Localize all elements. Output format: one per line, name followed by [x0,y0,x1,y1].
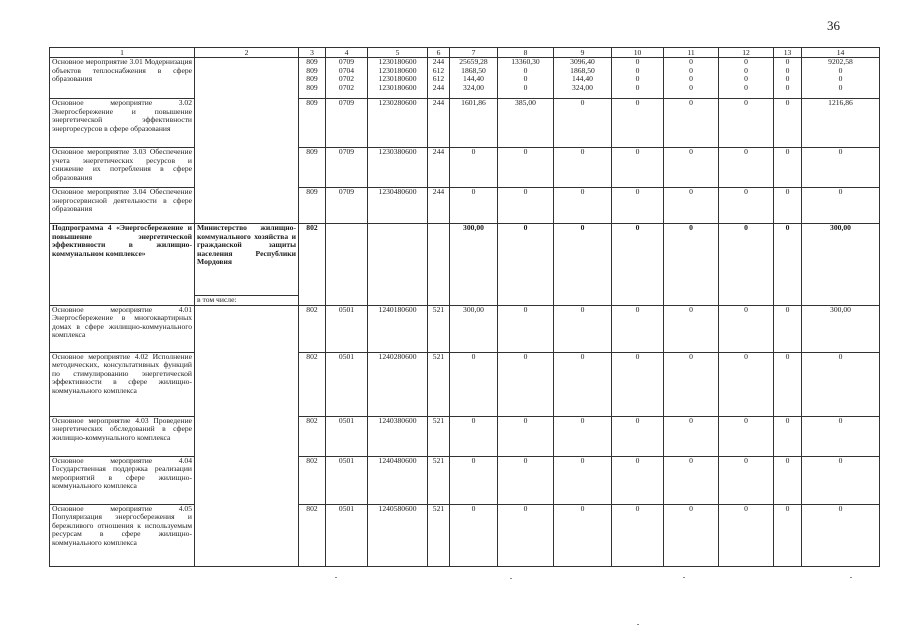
cell-grbs: 809 809 809 809 [299,58,326,99]
cell-value: 0 [498,148,554,188]
cell-value: 0 [774,305,802,352]
cell-value: 0 [774,416,802,456]
cell-section: 0709 [326,99,368,148]
cell-value: 0 [612,99,664,148]
cell-value: 0 [719,416,774,456]
cell-value: 0 [719,456,774,504]
cell-value: 0 [498,305,554,352]
cell-value: 0 [719,188,774,224]
activity-description: Основное мероприятие 4.02 Исполнение методических, консультативных функций по стимулированию энергетической эффективности в сфере жилищно-коммунального комплекса [50,352,195,416]
subprogram-title: Подпрограмма 4 «Энергосбережение и повышение энергетической эффективности в жилищно-коммунальном комплексе» [50,224,195,306]
activity-description: Основное мероприятие 3.01 Модернизация объектов теплоснабжения в сфере образования [50,58,195,99]
activity-description: Основное мероприятие 3.02 Энергосбережение и повышение энергетической эффективности энергоресурсов в сфере образования [50,99,195,148]
cell-value: 0 [612,148,664,188]
cell-value: 300,00 [450,224,498,306]
cell-value: 300,00 [802,224,880,306]
cell-grbs: 802 [299,224,326,306]
cell-section: 0501 [326,305,368,352]
column-header: 13 [774,48,802,58]
subprogram-row [50,224,880,296]
cell-value: 0 [664,99,719,148]
cell-target-article: 1240380600 [368,416,428,456]
scan-speck [637,624,639,625]
cell-target-article: 1230480600 [368,188,428,224]
cell-section: 0501 [326,416,368,456]
cell-grbs: 802 [299,504,326,566]
table-row [50,416,880,456]
cell-value: 0 [554,456,612,504]
column-header: 12 [719,48,774,58]
cell-section: 0501 [326,504,368,566]
table-row [50,352,880,416]
table-row [50,148,880,188]
table-row [50,504,880,566]
cell-value: 0 [664,305,719,352]
cell-value: 0 [498,224,554,306]
cell-value: 300,00 [450,305,498,352]
cell-value: 0 [774,99,802,148]
cell-value: 1216,86 [802,99,880,148]
column-header: 2 [195,48,299,58]
cell-value: 0 [719,224,774,306]
column-header: 5 [368,48,428,58]
cell-value: 0 [612,504,664,566]
cell-value: 385,00 [498,99,554,148]
column-header: 11 [664,48,719,58]
cell-section: 0501 [326,456,368,504]
cell-value: 0 [554,416,612,456]
cell-section: 0709 [326,188,368,224]
column-header: 3 [299,48,326,58]
activity-description: Основное мероприятие 4.01 Энергосбережение в многоквартирных домах в сфере жилищно-коммунального комплекса [50,305,195,352]
column-header: 10 [612,48,664,58]
cell-value: 0 [498,352,554,416]
cell-target-article: 1240180600 [368,305,428,352]
cell-value: 0 0 0 0 [774,58,802,99]
cell-value: 0 0 0 0 [664,58,719,99]
cell-value: 0 [664,456,719,504]
cell-value: 0 [498,188,554,224]
cell-value: 0 [719,305,774,352]
cell-value: 0 [802,352,880,416]
cell-value: 0 [774,504,802,566]
cell-value: 1601,86 [450,99,498,148]
cell-value: 0 [802,416,880,456]
cell-target-article [368,224,428,306]
cell-value: 3096,40 1868,50 144,40 324,00 [554,58,612,99]
cell-value: 0 [612,188,664,224]
cell-target-article: 1230180600 1230180600 1230180600 1230180600 [368,58,428,99]
table-row [50,58,880,99]
cell-value: 0 [719,504,774,566]
cell-value: 0 [554,305,612,352]
scan-speck [510,578,512,579]
cell-value: 0 [554,352,612,416]
table-row [50,456,880,504]
cell-value: 0 [612,456,664,504]
cell-value: 0 [498,504,554,566]
cell-grbs: 809 [299,99,326,148]
table-row [50,99,880,148]
cell-value: 0 0 0 0 [719,58,774,99]
cell-grbs: 802 [299,416,326,456]
cell-value: 0 [664,416,719,456]
executor-cell: Министерство жилищно-коммунального хозяйства и гражданской защиты населения Республики Мордовия [195,224,299,296]
cell-value: 0 [719,99,774,148]
cell-value: 0 [450,352,498,416]
activity-description: Основное мероприятие 4.03 Проведение энергетических обследований в сфере жилищно-коммунального комплекса [50,416,195,456]
budget-table [49,47,880,567]
cell-target-article: 1240280600 [368,352,428,416]
cell-value: 0 [774,352,802,416]
cell-value: 0 [554,188,612,224]
cell-value: 0 [664,188,719,224]
cell-expense-type: 521 [428,456,450,504]
scan-speck [683,577,685,578]
cell-target-article: 1230280600 [368,99,428,148]
scan-speck [335,577,337,578]
cell-value: 0 [802,456,880,504]
cell-value: 0 [554,224,612,306]
cell-expense-type: 521 [428,352,450,416]
cell-value: 13360,30 0 0 0 [498,58,554,99]
cell-value: 0 [664,148,719,188]
cell-value: 0 0 0 0 [612,58,664,99]
cell-section [326,224,368,306]
cell-value: 0 [664,504,719,566]
executor-cell [195,58,299,224]
cell-grbs: 809 [299,188,326,224]
cell-target-article: 1240480600 [368,456,428,504]
activity-description: Основное мероприятие 3.03 Обеспечение учета энергетических ресурсов и снижение их потребления в сфере образования [50,148,195,188]
cell-value: 25659,28 1868,50 144,40 324,00 [450,58,498,99]
cell-grbs: 809 [299,148,326,188]
cell-value: 0 [802,504,880,566]
cell-grbs: 802 [299,352,326,416]
activity-description: Основное мероприятие 4.04 Государственная поддержка реализации мероприятий в сфере жилищно-коммунального комплекса [50,456,195,504]
including-label: в том числе: [195,296,299,306]
cell-value: 0 [664,352,719,416]
cell-expense-type: 521 [428,416,450,456]
cell-value: 0 [664,224,719,306]
cell-value: 0 [774,224,802,306]
column-header: 7 [450,48,498,58]
cell-value: 0 [450,148,498,188]
cell-section: 0501 [326,352,368,416]
cell-value: 9202,58 0 0 0 [802,58,880,99]
cell-value: 0 [554,148,612,188]
scan-speck [850,577,852,578]
cell-value: 0 [498,456,554,504]
cell-value: 0 [802,188,880,224]
cell-expense-type: 244 [428,188,450,224]
cell-expense-type: 244 [428,99,450,148]
cell-grbs: 802 [299,305,326,352]
cell-value: 0 [774,456,802,504]
header-row [50,48,880,58]
activity-description: Основное мероприятие 4.05 Популяризация энергосбережения и бережливого отношения к используемым ресурсам в сфере жилищно-коммунального комплекса [50,504,195,566]
cell-value: 0 [612,352,664,416]
executor-cell [195,305,299,566]
cell-value: 300,00 [802,305,880,352]
cell-expense-type [428,224,450,306]
cell-value: 0 [612,305,664,352]
cell-value: 0 [450,504,498,566]
cell-value: 0 [719,148,774,188]
cell-value: 0 [802,148,880,188]
column-header: 1 [50,48,195,58]
cell-value: 0 [774,188,802,224]
cell-value: 0 [612,224,664,306]
cell-target-article: 1230380600 [368,148,428,188]
table-row [50,305,880,352]
cell-expense-type: 244 612 612 244 [428,58,450,99]
cell-grbs: 802 [299,456,326,504]
cell-target-article: 1240580600 [368,504,428,566]
cell-expense-type: 521 [428,504,450,566]
cell-value: 0 [450,188,498,224]
cell-section: 0709 0704 0702 0702 [326,58,368,99]
page-number: 36 [827,18,840,33]
cell-value: 0 [450,416,498,456]
cell-value: 0 [774,148,802,188]
cell-value: 0 [719,352,774,416]
cell-value: 0 [554,504,612,566]
column-header: 6 [428,48,450,58]
column-header: 14 [802,48,880,58]
column-header: 9 [554,48,612,58]
cell-expense-type: 244 [428,148,450,188]
cell-value: 0 [450,456,498,504]
column-header: 8 [498,48,554,58]
cell-value: 0 [554,99,612,148]
activity-description: Основное мероприятие 3.04 Обеспечение энергосервисной деятельности в сфере образования [50,188,195,224]
cell-value: 0 [498,416,554,456]
cell-section: 0709 [326,148,368,188]
cell-expense-type: 521 [428,305,450,352]
cell-value: 0 [612,416,664,456]
column-header: 4 [326,48,368,58]
table-row [50,188,880,224]
